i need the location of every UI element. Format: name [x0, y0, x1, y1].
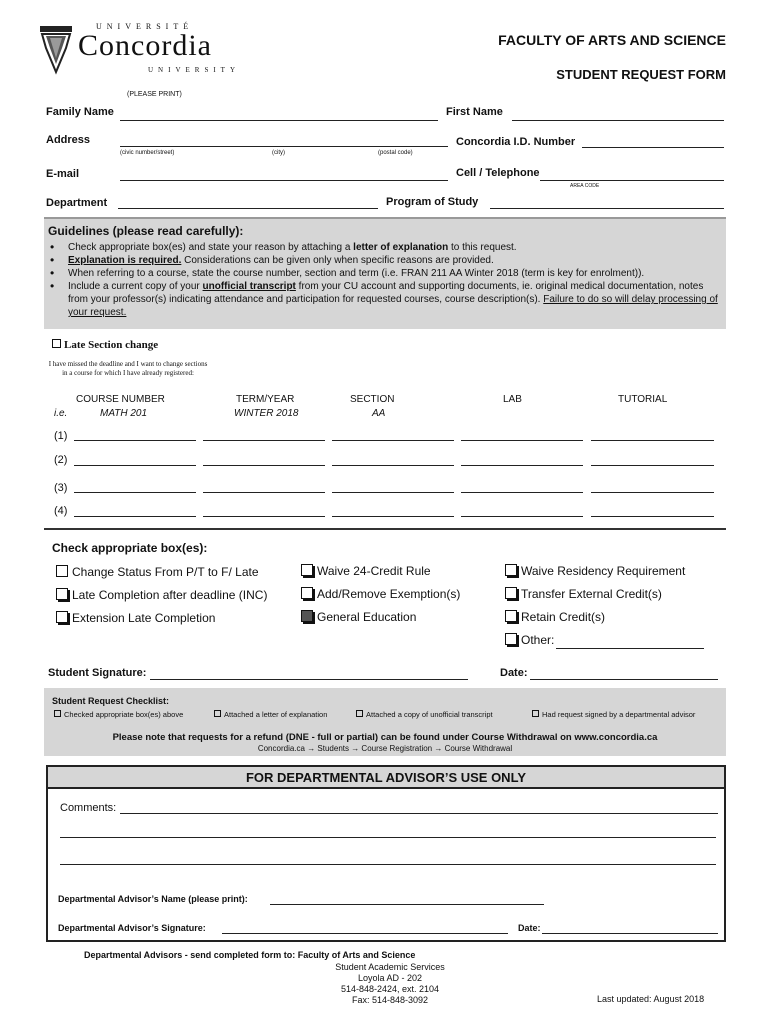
late-section-heading	[52, 339, 158, 351]
row-number: (4)	[54, 505, 68, 517]
last-updated: Last updated: August 2018	[597, 994, 705, 1004]
tutorial-field[interactable]	[591, 465, 714, 466]
term-year-field[interactable]	[203, 516, 325, 517]
course-number-field[interactable]	[74, 492, 196, 493]
check-option-label: Waive Residency Requirement	[521, 564, 686, 578]
concordia-shield-icon	[38, 22, 74, 76]
guidelines-box	[44, 217, 726, 329]
check-option-label: Retain Credit(s)	[521, 610, 606, 624]
office-line: Student Academic Services	[335, 962, 445, 972]
check-boxes-title: Check appropriate box(es):	[52, 541, 208, 555]
row-number: (3)	[54, 482, 68, 494]
check-option-label: Extension Late Completion	[72, 611, 216, 625]
checkbox[interactable]	[505, 564, 517, 576]
section-field[interactable]	[332, 440, 454, 441]
email-label: E-mail	[46, 168, 80, 180]
check-option[interactable]	[301, 587, 460, 610]
check-option-label: Waive 24-Credit Rule	[317, 564, 431, 578]
checkbox[interactable]	[301, 564, 313, 576]
check-option[interactable]	[505, 633, 685, 656]
example-section: AA	[372, 408, 386, 419]
check-option[interactable]	[505, 587, 685, 610]
advisor-header-bar	[48, 767, 724, 789]
please-print-note: (PLEASE PRINT)	[127, 91, 182, 98]
check-option-label: Change Status From P/T to F/ Late	[72, 565, 259, 579]
example-course: MATH 201	[100, 408, 148, 419]
phone-line: 514-848-2424, ext. 2104	[340, 984, 440, 994]
checklist-item[interactable]	[54, 710, 183, 719]
student-date-field[interactable]	[530, 679, 718, 680]
area-code-hint: AREA CODE	[570, 183, 600, 189]
checklist-item[interactable]	[532, 710, 695, 719]
late-section-desc: I have missed the deadline and I want to change sections in a course for which I have already registered:	[48, 360, 208, 377]
checklist-box	[44, 688, 726, 756]
checklist-item[interactable]	[356, 710, 493, 719]
check-option[interactable]	[505, 564, 685, 587]
student-signature-field[interactable]	[150, 679, 468, 680]
term-year-field[interactable]	[203, 440, 325, 441]
check-option[interactable]	[56, 565, 267, 588]
first-name-label: First Name	[446, 106, 503, 118]
check-option[interactable]	[56, 588, 267, 611]
check-option-label: Transfer External Credit(s)	[521, 587, 662, 601]
postal-hint: (postal code)	[378, 150, 413, 156]
late-section-checkbox[interactable]	[52, 339, 61, 348]
course-number-field[interactable]	[74, 516, 196, 517]
checklist-item-label: Checked appropriate box(es) above	[64, 710, 184, 719]
lab-field[interactable]	[461, 492, 583, 493]
check-option-label: General Education	[317, 610, 417, 624]
cell-field[interactable]	[540, 180, 724, 181]
term-year-field[interactable]	[203, 465, 325, 466]
example-term: WINTER 2018	[234, 408, 299, 419]
check-option-label: Late Completion after deadline (INC)	[72, 588, 268, 602]
checklist-item[interactable]	[214, 710, 327, 719]
address-label: Address	[46, 134, 91, 146]
comments-field[interactable]	[120, 813, 718, 814]
checklist-item-label: Attached a letter of explanation	[224, 710, 328, 719]
section-field[interactable]	[332, 492, 454, 493]
advisor-date-field[interactable]	[542, 933, 718, 934]
check-option[interactable]	[301, 610, 460, 633]
checkbox[interactable]	[56, 611, 68, 623]
lab-field[interactable]	[461, 440, 583, 441]
refund-note: Please note that requests for a refund (DNE - full or partial) can be found under Course Withdrawal on www.concordia.ca	[112, 732, 658, 743]
check-option-label: Add/Remove Exemption(s)	[317, 587, 461, 601]
concordia-id-field[interactable]	[582, 147, 724, 148]
comments-field[interactable]	[60, 837, 716, 838]
term-year-field[interactable]	[203, 492, 325, 493]
row-number: (2)	[54, 454, 68, 466]
student-date-label: Date:	[500, 667, 528, 679]
advisor-date-label: Date:	[518, 923, 541, 933]
advisor-signature-field[interactable]	[222, 933, 508, 934]
tutorial-field[interactable]	[591, 440, 714, 441]
logo-top-text: UNIVERSITÉ	[96, 22, 194, 31]
comments-label: Comments:	[60, 802, 117, 814]
guideline-item: • When referring to a course, state the course number, section and term (i.e. FRAN 211 AA Winter 2018 (term is key for enrolment)).	[46, 267, 722, 280]
address-field[interactable]	[120, 146, 448, 147]
other-field[interactable]	[556, 648, 704, 649]
check-option[interactable]	[301, 564, 460, 587]
faculty-title: FACULTY OF ARTS AND SCIENCE	[498, 32, 726, 48]
advisor-name-field[interactable]	[270, 904, 544, 905]
check-col-3	[505, 564, 685, 656]
tutorial-field[interactable]	[591, 492, 714, 493]
course-number-field[interactable]	[74, 440, 196, 441]
lab-header: LAB	[503, 394, 522, 405]
refund-path: Concordia.ca → Students → Course Registration → Course Withdrawal	[257, 744, 513, 753]
check-col-2	[301, 564, 460, 633]
checkbox[interactable]	[54, 710, 61, 717]
tutorial-header: TUTORIAL	[618, 394, 668, 405]
guideline-item: • Include a current copy of your unofficial transcript from your CU account and supporting documents, ie. original medical documentation, notes from your professor(s) indicating attendance and participation for requested courses, course description(s). Failure to do so will delay processing of your request.	[46, 280, 722, 319]
check-option[interactable]	[505, 610, 685, 633]
check-option[interactable]	[56, 611, 267, 634]
civic-hint: (civic number/street)	[120, 150, 175, 156]
guidelines-title: Guidelines (please read carefully):	[48, 224, 244, 238]
tutorial-field[interactable]	[591, 516, 714, 517]
fax-line: Fax: 514-848-3092	[351, 995, 429, 1005]
email-field[interactable]	[120, 180, 448, 181]
comments-field[interactable]	[60, 864, 716, 865]
lab-field[interactable]	[461, 465, 583, 466]
concordia-logo	[38, 22, 248, 78]
guideline-item: • Check appropriate box(es) and state your reason by attaching a letter of explanation to this request.	[46, 241, 722, 254]
checkbox[interactable]	[56, 565, 68, 577]
section-field[interactable]	[332, 465, 454, 466]
department-field[interactable]	[118, 208, 378, 209]
student-signature-label: Student Signature:	[48, 667, 147, 679]
checkbox[interactable]	[214, 710, 221, 717]
checkbox[interactable]	[532, 710, 539, 717]
check-option-label: Other:	[521, 633, 555, 647]
course-number-field[interactable]	[74, 465, 196, 466]
example-label: i.e.	[54, 408, 68, 419]
section-divider	[44, 528, 726, 530]
cell-label: Cell / Telephone	[456, 167, 540, 179]
send-to-line: Departmental Advisors - send completed form to: Faculty of Arts and Science	[84, 950, 416, 960]
family-name-label: Family Name	[46, 106, 114, 118]
checklist-item-label: Attached a copy of unofficial transcript	[366, 710, 493, 719]
form-title: STUDENT REQUEST FORM	[556, 67, 726, 82]
city-hint: (city)	[272, 150, 285, 156]
lab-field[interactable]	[461, 516, 583, 517]
check-col-1	[56, 565, 267, 634]
late-section-title: Late Section change	[64, 339, 159, 351]
checkbox[interactable]	[505, 587, 517, 599]
checkbox[interactable]	[301, 610, 313, 622]
guidelines-list	[46, 241, 722, 319]
department-label: Department	[46, 197, 108, 209]
section-header: SECTION	[350, 394, 395, 405]
program-label: Program of Study	[386, 196, 479, 208]
checkbox[interactable]	[356, 710, 363, 717]
checklist-title: Student Request Checklist:	[52, 696, 170, 706]
first-name-field[interactable]	[512, 120, 724, 121]
program-field[interactable]	[490, 208, 724, 209]
section-field[interactable]	[332, 516, 454, 517]
checkbox[interactable]	[505, 610, 517, 622]
logo-bottom-text: UNIVERSITY	[148, 66, 240, 74]
room-line: Loyola AD - 202	[357, 973, 423, 983]
advisor-signature-label: Departmental Advisor’s Signature:	[58, 923, 206, 933]
checkbox[interactable]	[505, 633, 517, 645]
family-name-field[interactable]	[120, 120, 438, 121]
advisor-name-label: Departmental Advisor’s Name (please print):	[58, 894, 248, 904]
row-number: (1)	[54, 430, 68, 442]
term-year-header: TERM/YEAR	[236, 394, 295, 405]
checklist-item-label: Had request signed by a departmental advisor	[542, 710, 696, 719]
guideline-item: • Explanation is required. Considerations can be given only when specific reasons are provided.	[46, 254, 722, 267]
checkbox[interactable]	[56, 588, 68, 600]
course-number-header: COURSE NUMBER	[76, 394, 165, 405]
checkbox[interactable]	[301, 587, 313, 599]
advisor-box	[46, 765, 726, 942]
logo-name: Concordia	[78, 29, 212, 62]
advisor-title: FOR DEPARTMENTAL ADVISOR’S USE ONLY	[245, 770, 526, 785]
concordia-id-label: Concordia I.D. Number	[456, 136, 576, 148]
footer-address	[300, 962, 480, 1006]
